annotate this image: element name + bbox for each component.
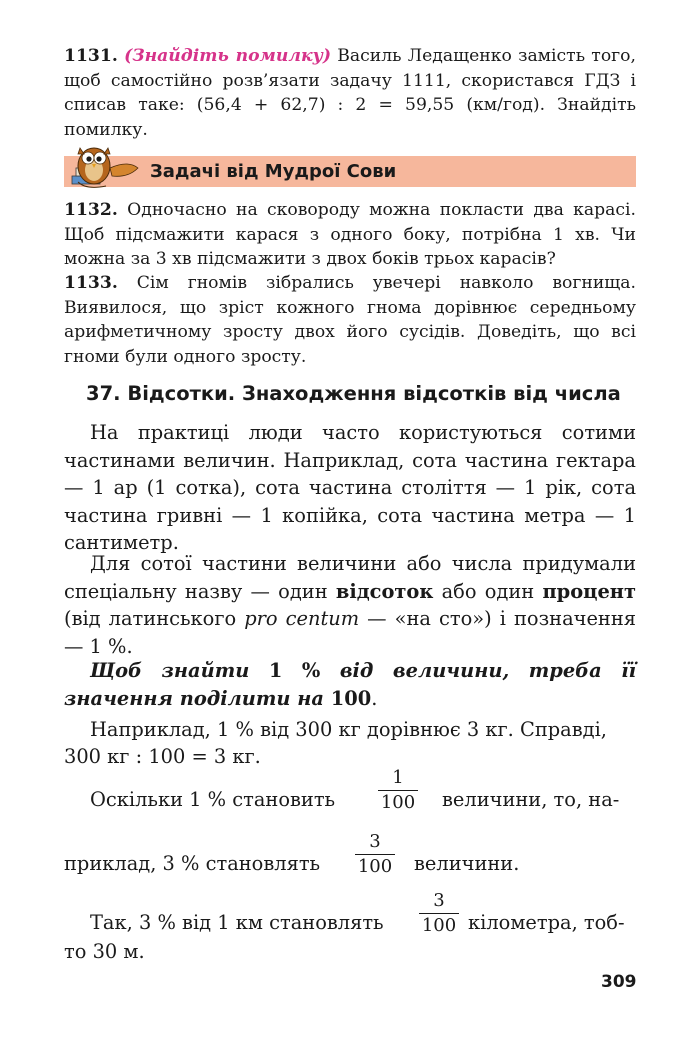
text: 1 % <box>268 659 321 682</box>
paragraph-hundredths: На практиці люди часто користуються сотими частинами величин. Наприклад, сота частина гектара — 1 ар (1 сотка), сота частина століття — 1 рік, сота частина гривні — 1 копійка, сота частина метра — 1 сантиметр. <box>64 421 636 554</box>
paragraph-percent-definition <box>64 550 636 660</box>
problem-text: Василь Ледащенко замість того, щоб самостійно розв’язати задачу 1111, скористався ГДЗ і списав таке: (56,4 + 62,7) : 2 = 59,55 (км/год). Знайдіть помилку. <box>64 46 636 140</box>
denominator: 100 <box>421 915 457 936</box>
problem-text: Одночасно на сковороду можна покласти два карасі. Щоб підсмажити карася з одного боку, потрібна 1 хв. Чи можна за 3 хв підсмажити з двох боків трьох карасів? <box>64 200 636 269</box>
text: то 30 м. <box>64 940 145 963</box>
problem-number: 1133. <box>64 273 118 293</box>
term-protsent: процент <box>542 579 636 603</box>
latin-phrase: pro centum <box>244 607 360 630</box>
text: приклад, 3 % становлять <box>64 852 321 875</box>
text: Так, 3 % від 1 км становлять <box>90 911 384 934</box>
problem-text: Сім гномів зібрались увечері навколо вогнища. Виявилося, що зріст кожного гнома дорівнює середньому арифметичному зросту двох його сусідів. Доведіть, що всі гноми були одного зросту. <box>64 273 636 367</box>
example-line: Наприклад, 1 % від 300 кг дорівнює 3 кг. Справді, <box>90 718 607 741</box>
problem-number: 1131. <box>64 46 118 66</box>
problem-1131 <box>64 44 636 142</box>
problem-number: 1132. <box>64 200 118 220</box>
numerator: 3 <box>433 890 445 911</box>
numerator: 1 <box>392 767 404 788</box>
section-title: 37. Відсотки. Знаходження відсотків від числа <box>86 382 621 405</box>
example-300kg <box>64 716 636 744</box>
page-number: 309 <box>601 972 637 992</box>
text: Щоб знайти <box>90 659 269 682</box>
text: або один <box>433 579 543 603</box>
text: Оскільки 1 % становить <box>90 788 336 811</box>
example-line: 300 кг : 100 = 3 кг. <box>64 745 261 768</box>
fraction-line-3-continued <box>64 938 636 966</box>
problem-1133 <box>64 271 636 369</box>
text: — «на сто») і позначення — 1 %. <box>64 607 637 658</box>
text: величини, то, на- <box>442 788 620 811</box>
owl-section-title: Задачі від Мудрої Сови <box>150 161 397 182</box>
fraction-line-1 <box>64 766 636 836</box>
text: Для сотої частини величини або числа придумали спеціальну назву — один <box>64 552 636 603</box>
text: 100 <box>330 686 372 710</box>
text: . <box>371 686 378 710</box>
problem-hint: (Знайдіть помилку) <box>124 46 331 66</box>
fraction-1-100 <box>375 766 421 815</box>
denominator: 100 <box>380 792 416 813</box>
problem-1132 <box>64 198 636 272</box>
numerator: 3 <box>369 831 381 852</box>
rule-statement <box>64 657 636 712</box>
text: (від латинського <box>64 607 245 630</box>
text: кілометра, тоб- <box>468 911 625 934</box>
fraction-3-100 <box>352 830 398 879</box>
text: величини. <box>414 852 520 875</box>
owl-with-books-icon <box>66 138 144 192</box>
text: від величини, треба її значення поділити на <box>64 659 636 710</box>
term-vidsotok: відсоток <box>335 579 434 603</box>
denominator: 100 <box>357 856 393 877</box>
fraction-3-100 <box>416 889 462 938</box>
